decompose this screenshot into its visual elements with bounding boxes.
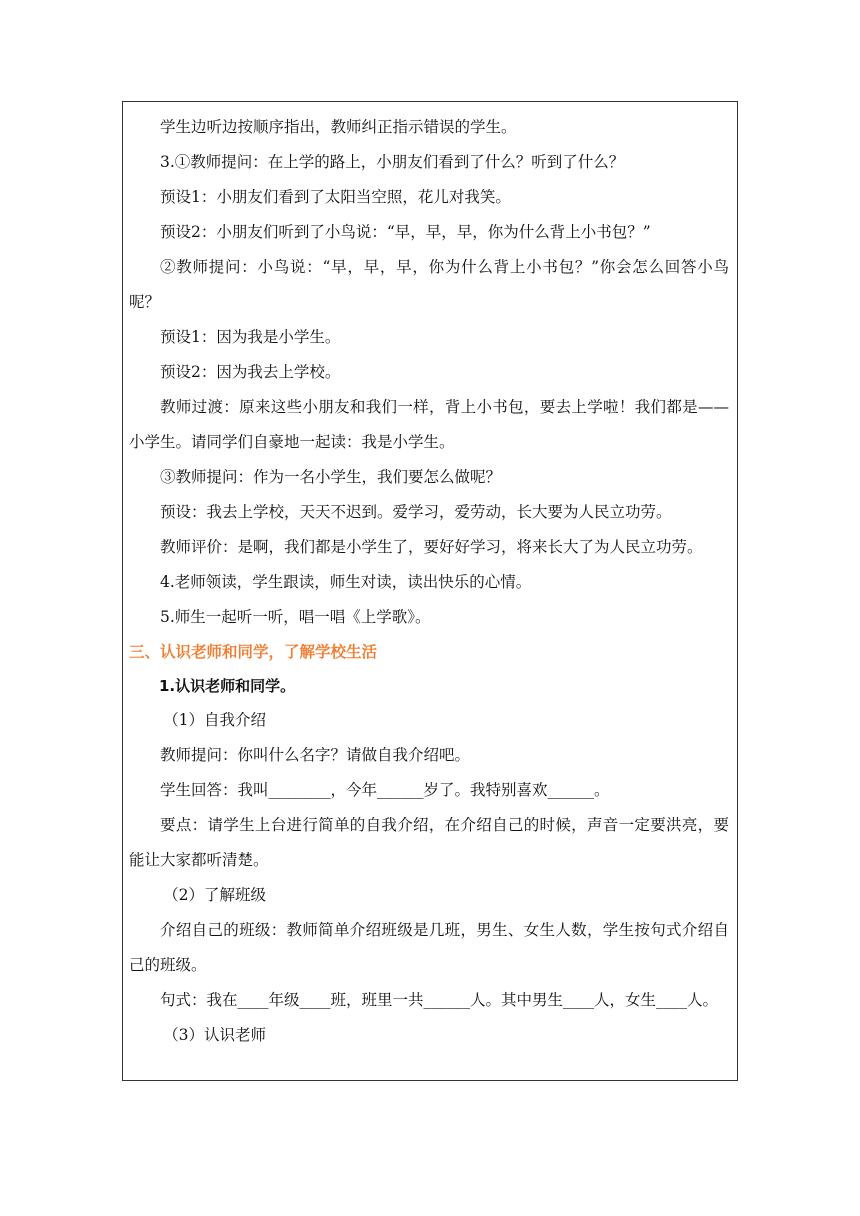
paragraph: 5.师生一起听一听，唱一唱《上学歌》。 <box>160 608 431 626</box>
paragraph: （1）自我介绍 <box>163 711 266 729</box>
paragraph: 要点：请学生上台进行简单的自我介绍，在介绍自己的时候，声音一定要洪亮，要能让大家都听清楚。 <box>129 816 729 869</box>
paragraph: 预设：我去上学校，天天不迟到。爱学习，爱劳动，长大要为人民立功劳。 <box>160 503 672 521</box>
paragraph: 预设2：小朋友们听到了小鸟说：“早，早，早，你为什么背上小书包？” <box>160 223 651 241</box>
paragraph: 教师评价：是啊，我们都是小学生了，要好好学习，将来长大了为人民立功劳。 <box>160 538 703 556</box>
paragraph: 教师过渡：原来这些小朋友和我们一样，背上小书包，要去上学啦！我们都是——小学生。请同学们自豪地一起读：我是小学生。 <box>129 398 729 451</box>
section-heading: 三、认识老师和同学，了解学校生活 <box>129 643 378 661</box>
paragraph: ②教师提问：小鸟说：“早，早，早，你为什么背上小书包？”你会怎么回答小鸟呢？ <box>129 258 729 311</box>
lesson-plan-content <box>129 110 729 1053</box>
paragraph: 学生边听边按顺序指出，教师纠正指示错误的学生。 <box>160 118 517 136</box>
lesson-plan-table-cell <box>122 101 738 1081</box>
paragraph: 预设1：因为我是小学生。 <box>160 328 341 346</box>
paragraph: ③教师提问：作为一名小学生，我们要怎么做呢？ <box>160 468 502 486</box>
paragraph: 句式：我在____年级____班，班里一共______人。其中男生____人，女生____人。 <box>160 991 719 1009</box>
paragraph: （2）了解班级 <box>163 886 266 904</box>
paragraph: 3.①教师提问：在上学的路上，小朋友们看到了什么？听到了什么？ <box>160 153 625 171</box>
sub-heading: 1.认识老师和同学。 <box>159 677 296 695</box>
paragraph: 预设1：小朋友们看到了太阳当空照，花儿对我笑。 <box>160 188 511 206</box>
paragraph: 学生回答：我叫________，今年______岁了。我特别喜欢______。 <box>160 781 610 799</box>
paragraph: 介绍自己的班级：教师简单介绍班级是几班，男生、女生人数，学生按句式介绍自己的班级。 <box>129 921 729 974</box>
paragraph: 预设2：因为我去上学校。 <box>160 363 341 381</box>
paragraph: （3）认识老师 <box>163 1026 266 1044</box>
paragraph: 4.老师领读，学生跟读，师生对读，读出快乐的心情。 <box>160 573 532 591</box>
paragraph: 教师提问：你叫什么名字？请做自我介绍吧。 <box>160 746 471 764</box>
